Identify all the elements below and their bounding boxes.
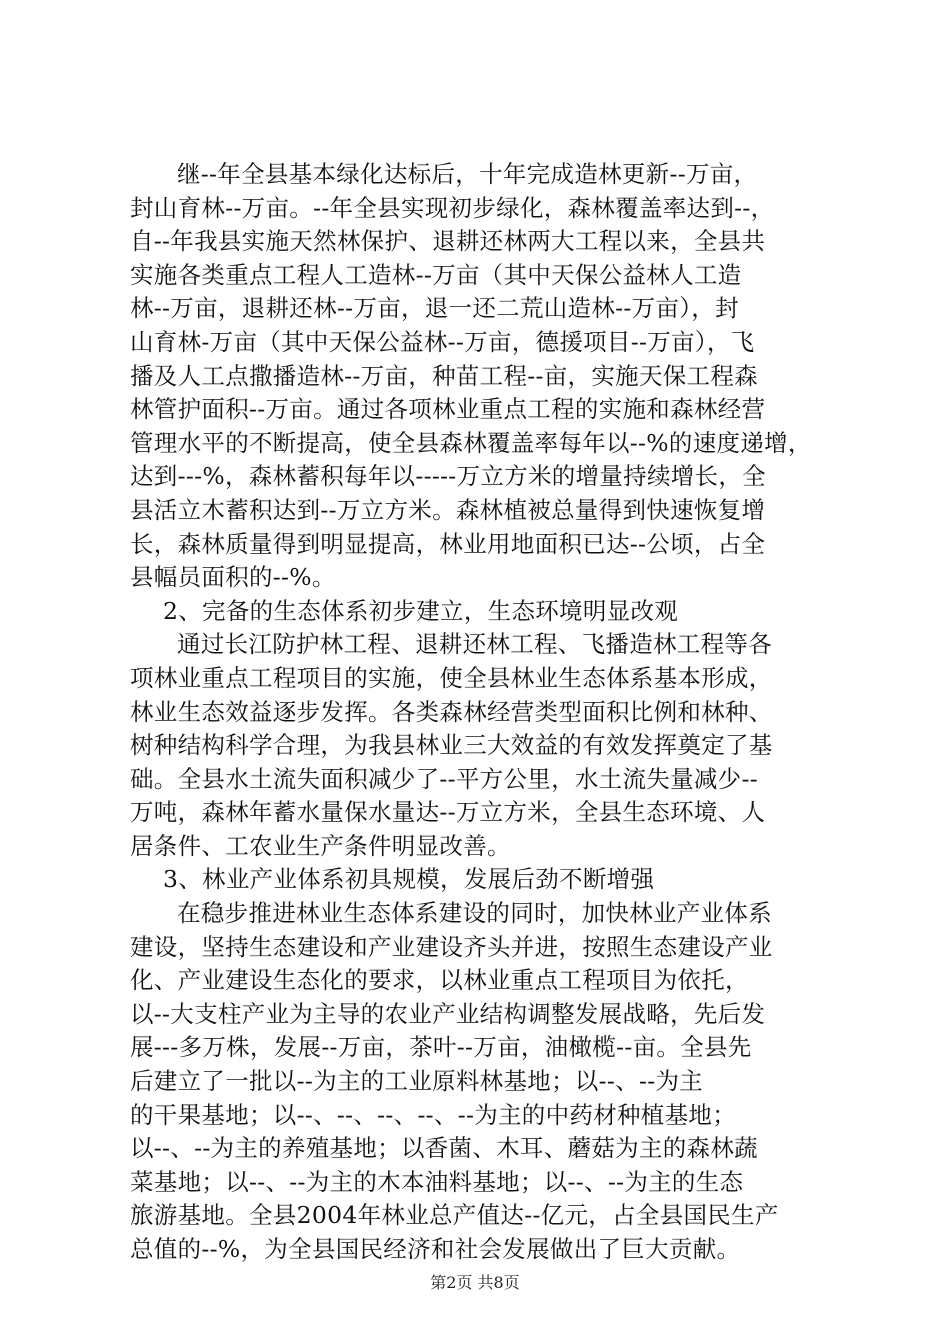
text-line: 县幅员面积的--%。 xyxy=(130,563,336,592)
text-line: 项林业重点工程项目的实施，使全县林业生态体系基本形成， xyxy=(130,663,773,692)
text-line: 化、产业建设生态化的要求，以林业重点工程项目为依托， xyxy=(130,966,749,995)
document-body xyxy=(130,158,830,1267)
text-line: 础。全县水土流失面积减少了--平方公里，水土流失量减少-- xyxy=(130,764,758,793)
text-line: 继--年全县基本绿化达标后，十年完成造林更新--万亩， xyxy=(177,160,758,188)
text-line: 林业生态效益逐步发挥。各类森林经营类型面积比例和林种、 xyxy=(130,697,773,726)
text-line: 播及人工点撒播造林--万亩，种苗工程--亩，实施天保工程森 xyxy=(130,361,758,390)
text-line: 通过长江防护林工程、退耕还林工程、飞播造林工程等各 xyxy=(177,630,772,659)
section-heading: 3、林业产业体系初具规模，发展后劲不断增强 xyxy=(163,865,655,894)
text-line: 万吨，森林年蓄水量保水量达--万立方米，全县生态环境、人 xyxy=(130,798,766,827)
text-line: 林管护面积--万亩。通过各项林业重点工程的实施和森林经营 xyxy=(130,395,766,424)
text-line: 封山育林--万亩。--年全县实现初步绿化，森林覆盖率达到--， xyxy=(130,193,775,222)
text-line: 达到---%，森林蓄积每年以-----万立方米的增量持续增长，全 xyxy=(130,462,766,491)
text-line: 实施各类重点工程人工造林--万亩（其中天保公益林人工造 xyxy=(130,260,742,289)
text-line: 总值的--%，为全县国民经济和社会发展做出了巨大贡献。 xyxy=(130,1235,741,1263)
page-footer: 第2页 共8页 xyxy=(430,1273,520,1292)
text-line: 县活立木蓄积达到--万立方米。森林植被总量得到快速恢复增 xyxy=(130,495,766,524)
text-line: 以--、--为主的养殖基地；以香菌、木耳、蘑菇为主的森林蔬 xyxy=(130,1134,758,1163)
text-line: 树种结构科学合理，为我县林业三大效益的有效发挥奠定了基 xyxy=(130,731,773,760)
text-line: 旅游基地。全县2004年林业总产值达--亿元，占全县国民生产 xyxy=(130,1201,779,1230)
text-line: 居条件、工农业生产条件明显改善。 xyxy=(130,831,511,860)
text-line: 展---多万株，发展--万亩，茶叶--万亩，油橄榄--亩。全县先 xyxy=(130,1033,752,1062)
text-line: 在稳步推进林业生态体系建设的同时，加快林业产业体系 xyxy=(177,899,772,928)
text-line: 自--年我县实施天然林保护、退耕还林两大工程以来，全县共 xyxy=(130,227,766,256)
text-line: 建设，坚持生态建设和产业建设齐头并进，按照生态建设产业 xyxy=(130,932,773,961)
text-line: 后建立了一批以--为主的工业原料林基地；以--、--为主 xyxy=(130,1067,704,1096)
text-line: 山育林-万亩（其中天保公益林--万亩，德援项目--万亩），飞 xyxy=(130,327,755,356)
text-line: 以--大支柱产业为主导的农业产业结构调整发展战略，先后发 xyxy=(130,999,766,1028)
text-line: 管理水平的不断提高，使全县森林覆盖率每年以--%的速度递增， xyxy=(130,428,812,457)
text-line: 长，森林质量得到明显提高，林业用地面积已达--公顷，占全 xyxy=(130,529,766,558)
text-line: 菜基地；以--、--为主的木本油料基地；以--、--为主的生态 xyxy=(130,1167,744,1196)
text-line: 的干果基地；以--、--、--、--、--为主的中药材种植基地； xyxy=(130,1100,737,1129)
text-line: 林--万亩，退耕还林--万亩，退一还二荒山造林--万亩），封 xyxy=(130,294,739,323)
section-heading: 2、完备的生态体系初步建立，生态环境明显改观 xyxy=(163,596,679,625)
